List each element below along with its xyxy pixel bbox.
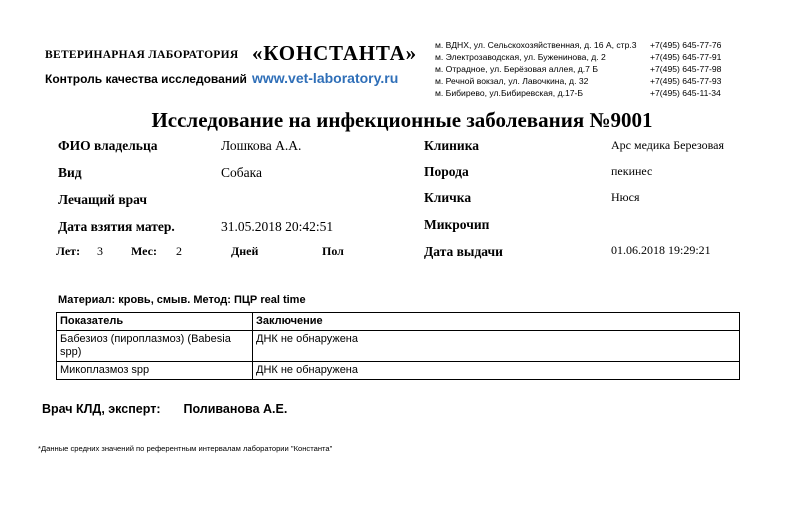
months-value: 2 bbox=[176, 244, 182, 258]
branch-phone: +7(495) 645-77-93 bbox=[650, 75, 722, 86]
branch-address: м. Речной вокзал, ул. Лавочкина, д. 32 bbox=[435, 75, 589, 86]
sample-date-label: Дата взятия матер. bbox=[58, 219, 175, 234]
branch-address: м. Бибирево, ул.Бибиревская, д.17-Б bbox=[435, 87, 584, 98]
sex-label: Пол bbox=[322, 244, 344, 258]
indicator-cell: Бабезиоз (пироплазмоз) (Babesia spp) bbox=[57, 331, 253, 362]
material-method: Материал: кровь, смыв. Метод: ПЦР real time bbox=[58, 294, 306, 306]
years-label: Лет: bbox=[56, 244, 81, 258]
breed-label: Порода bbox=[424, 164, 469, 179]
conclusion-cell: ДНК не обнаружена bbox=[253, 331, 740, 362]
microchip-label: Микрочип bbox=[424, 217, 490, 232]
days-label: Дней bbox=[231, 244, 259, 258]
document-title: Исследование на инфекционные заболевания №9001 bbox=[151, 108, 653, 132]
years-value: 3 bbox=[97, 244, 103, 258]
table-header-row bbox=[57, 313, 740, 331]
expert-doctor bbox=[42, 402, 287, 416]
lab-name: ВЕТЕРИНАРНАЯ ЛАБОРАТОРИЯ bbox=[45, 49, 239, 61]
branch-phone: +7(495) 645-77-91 bbox=[650, 51, 722, 62]
lab-brand: «КОНСТАНТА» bbox=[252, 41, 417, 65]
attending-doctor-label: Лечащий врач bbox=[58, 192, 147, 207]
branch-phone: +7(495) 645-77-76 bbox=[650, 40, 722, 50]
table-row bbox=[57, 331, 740, 362]
species-value: Собака bbox=[221, 165, 262, 180]
branch-address: м. Электрозаводская, ул. Буженинова, д. 2 bbox=[435, 51, 606, 62]
nickname-value: Нюся bbox=[611, 190, 640, 204]
results-table bbox=[56, 312, 740, 380]
issue-date-label: Дата выдачи bbox=[424, 244, 503, 259]
branch-phone: +7(495) 645-11-34 bbox=[650, 87, 721, 98]
clinic-label: Клиника bbox=[424, 138, 480, 153]
branch-addresses bbox=[435, 40, 637, 100]
expert-doctor-name: Поливанова А.Е. bbox=[183, 402, 288, 416]
owner-label: ФИО владельца bbox=[58, 138, 158, 153]
months-label: Мес: bbox=[131, 244, 157, 258]
nickname-label: Кличка bbox=[424, 190, 472, 205]
branch-phones bbox=[650, 40, 721, 100]
clinic-value: Арс медика Березовая bbox=[611, 138, 724, 152]
branch-address: м. ВДНХ, ул. Сельскохозяйственная, д. 16 А, стр.3 bbox=[435, 40, 637, 50]
issue-date-value: 01.06.2018 19:29:21 bbox=[611, 243, 711, 257]
branch-address: м. Отрадное, ул. Берёзовая аллея, д.7 Б bbox=[435, 63, 598, 74]
column-header-conclusion: Заключение bbox=[253, 313, 740, 331]
footnote: *Данные средних значений по референтным интервалам лаборатории "Константа" bbox=[38, 444, 333, 453]
species-label: Вид bbox=[58, 165, 82, 180]
expert-doctor-label: Врач КЛД, эксперт: bbox=[42, 402, 161, 416]
indicator-cell: Микоплазмоз spp bbox=[57, 362, 253, 380]
breed-value: пекинес bbox=[611, 164, 653, 178]
owner-value: Лошкова А.А. bbox=[221, 138, 302, 153]
conclusion-cell: ДНК не обнаружена bbox=[253, 362, 740, 380]
quality-tagline: Контроль качества исследований bbox=[45, 72, 247, 86]
website-link[interactable]: www.vet-laboratory.ru bbox=[252, 70, 399, 86]
table-row bbox=[57, 362, 740, 380]
sample-date-value: 31.05.2018 20:42:51 bbox=[221, 219, 334, 234]
branch-phone: +7(495) 645-77-98 bbox=[650, 63, 722, 74]
column-header-indicator: Показатель bbox=[57, 313, 253, 331]
